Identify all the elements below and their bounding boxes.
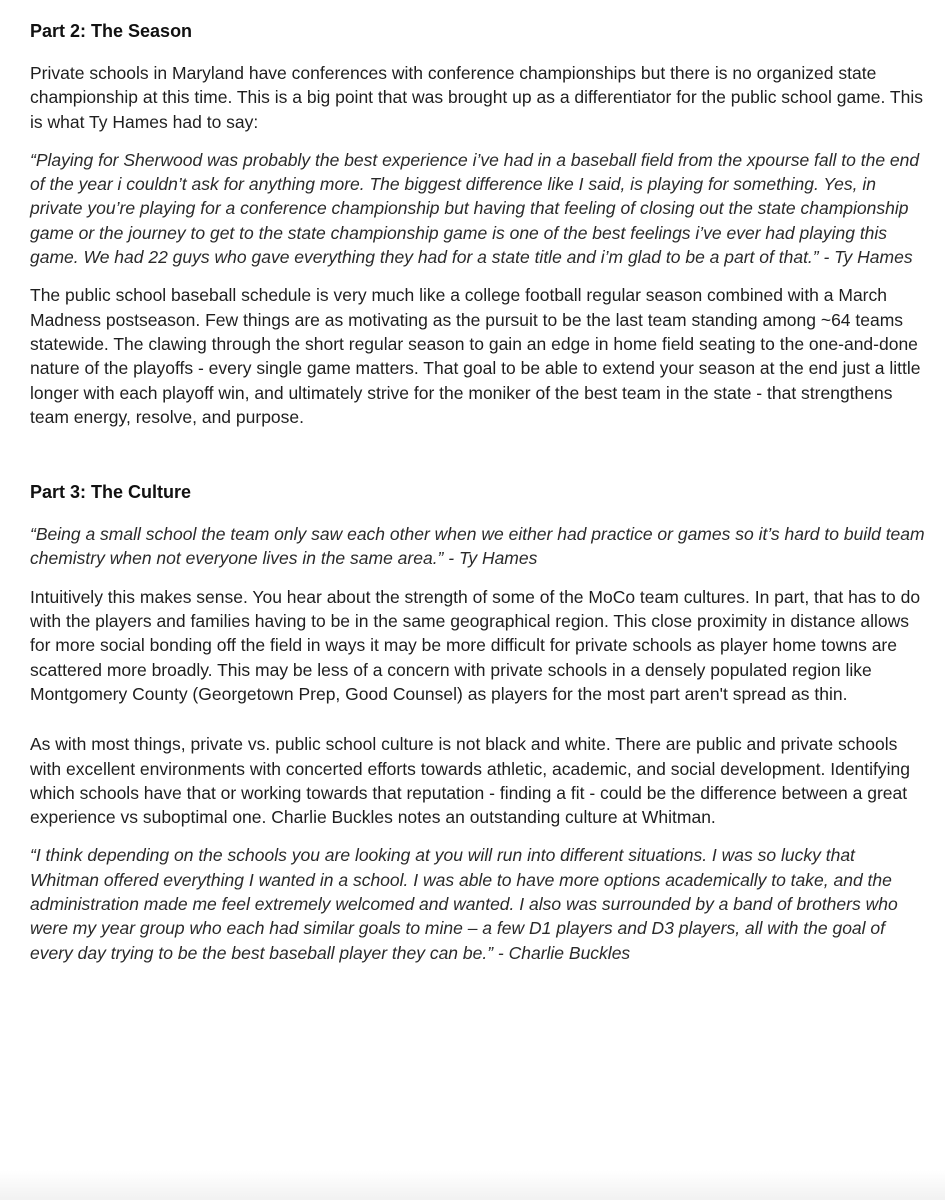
culture-intuition-paragraph: Intuitively this makes sense. You hear about the strength of some of the MoCo team cultures. In part, that has to do with the players and families having to be in the same geographical region. This close proximity in distance allows for more social bonding off the field in ways it may be more difficult for private schools as player home towns are scattered more broadly. This may be less of a concern with private schools in a densely populated region like Montgomery County (Georgetown Prep, Good Counsel) as players for the most part aren't spread as thin. <box>30 586 921 704</box>
paragraph-spacer <box>30 720 925 732</box>
bottom-fade <box>0 1170 945 1200</box>
season-schedule-paragraph: The public school baseball schedule is very much like a college football regular season combined with a March Madness postseason. Few things are as motivating as the pursuit to be the last team standing among ~64 teams statewide. The clawing through the short regular season to gain an edge in home field seating to the one-and-done nature of the playoffs - every single game matters. That goal to be able to extend your season at the end just a little longer with each playoff win, and ultimately strive for the moniker of the best team in the state - that strengthens team energy, resolve, and purpose. <box>30 285 921 427</box>
section-spacer <box>30 443 925 479</box>
ty-hames-culture-quote: “Being a small school the team only saw each other when we either had practice or games so it’s hard to build team chemistry when not everyone lives in the same area.” - Ty Hames <box>30 524 925 569</box>
section-heading-culture: Part 3: The Culture <box>30 482 192 503</box>
article-body <box>30 18 925 979</box>
season-intro-paragraph: Private schools in Maryland have conferences with conference championships but there is no organized state championship at this time. This is a big point that was brought up as a differentiator for the public school game. This is what Ty Hames had to say: <box>30 63 923 132</box>
ty-hames-season-quote: “Playing for Sherwood was probably the best experience i’ve had in a baseball field from the xpourse fall to the end of the year i couldn’t ask for anything more. The biggest difference like I said, is playing for something. Yes, in private you’re playing for a conference championship but having that feeling of closing out the state championship game or the journey to get to the state championship game is one of the best feelings i’ve ever had playing this game. We had 22 guys who gave everything they had for a state title and i’m glad to be a part of that.” - Ty Hames <box>30 149 920 268</box>
charlie-buckles-quote: “I think depending on the schools you are looking at you will run into different situations. I was so lucky that Whitman offered everything I wanted in a school. I was able to have more options academically to take, and the administration made me feel extremely welcomed and wanted. I also was surrounded by a band of brothers who were my year group who each had similar goals to mine – a few D1 players and D3 players, all with the goal of every day trying to be the best baseball player they can be.” - Charlie Buckles <box>30 845 898 963</box>
culture-comparison-paragraph: As with most things, private vs. public school culture is not black and white. There are public and private schools with excellent environments with concerted efforts towards athletic, academic, and social development. Identifying which schools have that or working towards that reputation - finding a fit - could be the difference between a great experience vs suboptimal one. Charlie Buckles notes an outstanding culture at Whitman. <box>30 734 910 828</box>
section-heading-season: Part 2: The Season <box>30 21 193 41</box>
